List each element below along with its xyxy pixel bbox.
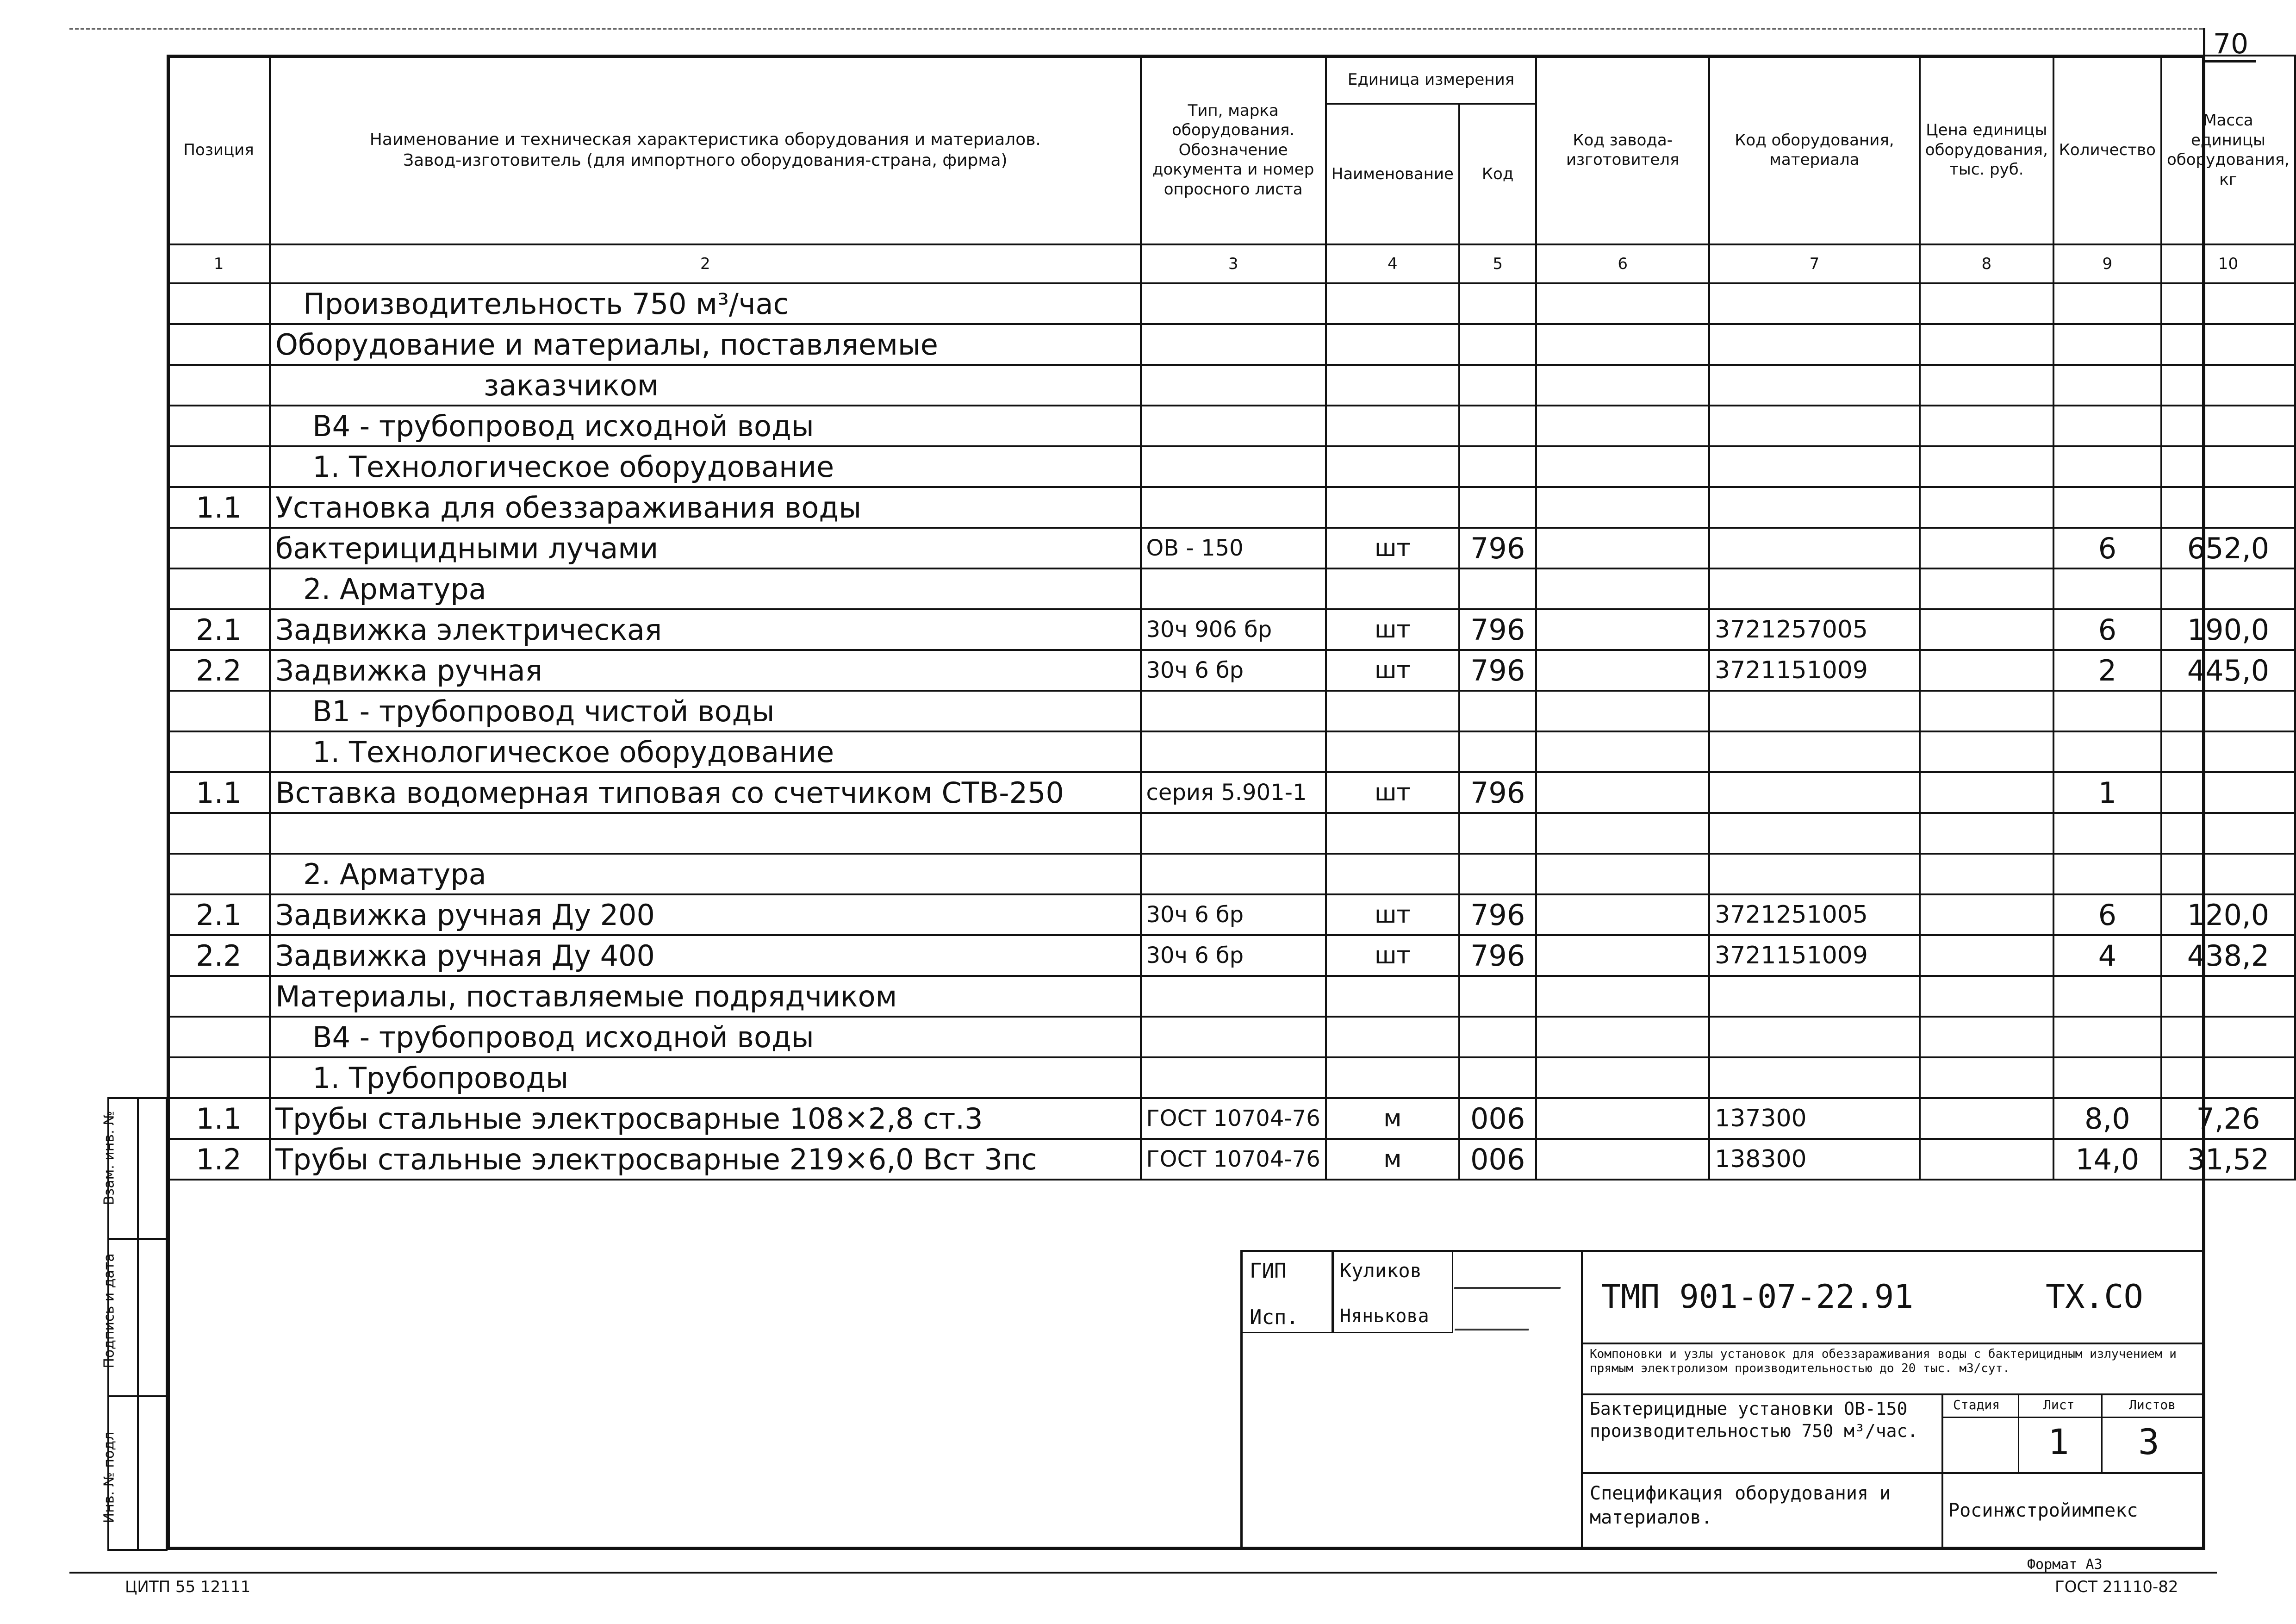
row-unit-code xyxy=(1459,731,1536,772)
row-unit-name xyxy=(1326,813,1459,854)
column-number: 9 xyxy=(2053,244,2161,283)
sheet-value: 1 xyxy=(2048,1421,2069,1462)
column-number: 8 xyxy=(1920,244,2053,283)
header-name-line2: Завод-изготовитель (для импортного оборудования-страна, фирма) xyxy=(403,151,1008,170)
column-number: 7 xyxy=(1709,244,1920,283)
row-quantity xyxy=(2053,731,2161,772)
table-row xyxy=(168,283,2295,324)
row-price xyxy=(1920,283,2053,324)
row-equip-code xyxy=(1709,854,1920,894)
row-type: 30ч 6 бр xyxy=(1141,935,1326,976)
row-equip-code xyxy=(1709,365,1920,406)
specification-rows xyxy=(168,283,2295,1180)
row-mass: 7,26 xyxy=(2161,1098,2295,1139)
row-unit-name xyxy=(1326,406,1459,446)
row-price xyxy=(1920,894,2053,935)
table-row xyxy=(168,609,2295,650)
row-price xyxy=(1920,609,2053,650)
row-price xyxy=(1920,1139,2053,1180)
row-equip-code: 138300 xyxy=(1709,1139,1920,1180)
side-label-sign-date: Подпись и дата xyxy=(101,1253,118,1368)
row-type xyxy=(1141,976,1326,1017)
row-unit-code xyxy=(1459,813,1536,854)
title-block xyxy=(1240,1250,2205,1573)
sheet-number: 70 xyxy=(2203,28,2256,62)
table-row xyxy=(168,1139,2295,1180)
row-type xyxy=(1141,731,1326,772)
row-quantity xyxy=(2053,976,2161,1017)
row-mass: 31,52 xyxy=(2161,1139,2295,1180)
row-position: 1.1 xyxy=(168,1098,270,1139)
row-name: Задвижка ручная Ду 400 xyxy=(270,935,1140,976)
row-name: Производительность 750 м³/час xyxy=(270,283,1140,324)
row-unit-code xyxy=(1459,406,1536,446)
row-quantity: 6 xyxy=(2053,894,2161,935)
row-name: 2. Арматура xyxy=(270,854,1140,894)
row-equip-code xyxy=(1709,406,1920,446)
row-position xyxy=(168,1057,270,1098)
row-unit-name xyxy=(1326,976,1459,1017)
row-position: 2.1 xyxy=(168,894,270,935)
row-name: В1 - трубопровод чистой воды xyxy=(270,691,1140,731)
table-row xyxy=(168,731,2295,772)
row-type xyxy=(1141,1017,1326,1057)
name-gip: Куликов xyxy=(1340,1259,1422,1282)
row-price xyxy=(1920,528,2053,568)
table-row xyxy=(168,568,2295,609)
column-number: 6 xyxy=(1536,244,1709,283)
row-name: Материалы, поставляемые подрядчиком xyxy=(270,976,1140,1017)
row-unit-code: 796 xyxy=(1459,650,1536,691)
row-type xyxy=(1141,487,1326,528)
row-unit-code xyxy=(1459,976,1536,1017)
row-name: 1. Технологическое оборудование xyxy=(270,446,1140,487)
row-type xyxy=(1141,365,1326,406)
row-mass xyxy=(2161,487,2295,528)
row-quantity xyxy=(2053,487,2161,528)
row-name: заказчиком xyxy=(270,365,1140,406)
row-mass xyxy=(2161,854,2295,894)
signature-mark xyxy=(1455,1305,1535,1330)
table-row xyxy=(168,976,2295,1017)
table-row xyxy=(168,935,2295,976)
row-factory-code xyxy=(1536,1057,1709,1098)
column-number: 4 xyxy=(1326,244,1459,283)
document-code: ТМП 901-07-22.91 xyxy=(1601,1278,1914,1316)
row-unit-code xyxy=(1459,324,1536,365)
row-unit-name: м xyxy=(1326,1139,1459,1180)
sheet-title: Бактерицидные установки ОВ-150 производительностью 750 м³/час. xyxy=(1590,1399,1918,1441)
header-row xyxy=(168,56,2295,104)
row-factory-code xyxy=(1536,1017,1709,1057)
row-equip-code xyxy=(1709,1057,1920,1098)
row-price xyxy=(1920,650,2053,691)
row-position xyxy=(168,365,270,406)
organization: Росинжстройимпекс xyxy=(1948,1500,2138,1521)
row-name: 1. Трубопроводы xyxy=(270,1057,1140,1098)
row-quantity xyxy=(2053,691,2161,731)
row-quantity: 14,0 xyxy=(2053,1139,2161,1180)
header-price: Цена единицы оборудования, тыс. руб. xyxy=(1920,56,2053,244)
table-row xyxy=(168,1017,2295,1057)
row-unit-code xyxy=(1459,487,1536,528)
row-mass xyxy=(2161,772,2295,813)
sheets-label: Листов xyxy=(2129,1397,2176,1412)
row-mass: 652,0 xyxy=(2161,528,2295,568)
row-name: Вставка водомерная типовая со счетчиком СТВ-250 xyxy=(270,772,1140,813)
row-unit-name xyxy=(1326,731,1459,772)
row-unit-code xyxy=(1459,446,1536,487)
table-row xyxy=(168,813,2295,854)
row-quantity xyxy=(2053,406,2161,446)
row-equip-code xyxy=(1709,324,1920,365)
row-name: Трубы стальные электросварные 108×2,8 ст.3 xyxy=(270,1098,1140,1139)
row-mass xyxy=(2161,1017,2295,1057)
row-mass xyxy=(2161,406,2295,446)
table-row xyxy=(168,650,2295,691)
role-gip: ГИП xyxy=(1250,1259,1287,1283)
table-row xyxy=(168,324,2295,365)
header-unit-name: Наименование xyxy=(1326,104,1459,244)
row-type xyxy=(1141,283,1326,324)
row-price xyxy=(1920,1017,2053,1057)
row-mass: 120,0 xyxy=(2161,894,2295,935)
header-factory-code: Код завода-изготовителя xyxy=(1536,56,1709,244)
row-type xyxy=(1141,813,1326,854)
side-label-inv-original: Инв. № подл xyxy=(101,1431,118,1524)
row-type xyxy=(1141,1057,1326,1098)
row-name: Задвижка ручная Ду 200 xyxy=(270,894,1140,935)
row-quantity: 6 xyxy=(2053,609,2161,650)
row-factory-code xyxy=(1536,935,1709,976)
row-factory-code xyxy=(1536,772,1709,813)
row-unit-code xyxy=(1459,568,1536,609)
row-position: 1.1 xyxy=(168,487,270,528)
row-quantity xyxy=(2053,1057,2161,1098)
row-type xyxy=(1141,854,1326,894)
row-type xyxy=(1141,691,1326,731)
row-equip-code xyxy=(1709,528,1920,568)
row-position xyxy=(168,568,270,609)
row-position xyxy=(168,446,270,487)
row-type: ГОСТ 10704-76 xyxy=(1141,1139,1326,1180)
row-unit-name xyxy=(1326,1017,1459,1057)
column-number: 5 xyxy=(1459,244,1536,283)
row-factory-code xyxy=(1536,568,1709,609)
row-type: ГОСТ 10704-76 xyxy=(1141,1098,1326,1139)
column-number: 10 xyxy=(2161,244,2295,283)
row-factory-code xyxy=(1536,406,1709,446)
row-quantity xyxy=(2053,813,2161,854)
row-price xyxy=(1920,691,2053,731)
row-factory-code xyxy=(1536,650,1709,691)
row-name: Задвижка ручная xyxy=(270,650,1140,691)
row-unit-name xyxy=(1326,324,1459,365)
row-position xyxy=(168,691,270,731)
table-row xyxy=(168,1098,2295,1139)
row-position xyxy=(168,406,270,446)
document-title: Спецификация оборудования и материалов. xyxy=(1590,1483,1891,1528)
row-equip-code: 3721257005 xyxy=(1709,609,1920,650)
row-unit-code: 796 xyxy=(1459,528,1536,568)
row-equip-code xyxy=(1709,1017,1920,1057)
row-unit-name: шт xyxy=(1326,772,1459,813)
row-price xyxy=(1920,854,2053,894)
project-title: Компоновки и узлы установок для обеззараживания воды с бактерицидным излучением и прямым электролизом производительностью до 20 тыс. м3/сут. xyxy=(1590,1347,2177,1376)
row-price xyxy=(1920,487,2053,528)
header-equip-code: Код оборудования, материала xyxy=(1709,56,1920,244)
row-equip-code xyxy=(1709,976,1920,1017)
row-price xyxy=(1920,365,2053,406)
row-equip-code xyxy=(1709,487,1920,528)
row-price xyxy=(1920,731,2053,772)
signature-mark xyxy=(1454,1259,1568,1289)
row-name: Трубы стальные электросварные 219×6,0 Вст 3пс xyxy=(270,1139,1140,1180)
row-position: 2.1 xyxy=(168,609,270,650)
format-label: Формат А3 xyxy=(2027,1556,2103,1573)
row-price xyxy=(1920,976,2053,1017)
row-unit-name xyxy=(1326,1057,1459,1098)
row-unit-name xyxy=(1326,283,1459,324)
row-equip-code: 3721151009 xyxy=(1709,650,1920,691)
row-factory-code xyxy=(1536,446,1709,487)
row-quantity xyxy=(2053,446,2161,487)
row-mass xyxy=(2161,976,2295,1017)
row-quantity xyxy=(2053,568,2161,609)
header-name-line1: Наименование и техническая характеристика оборудования и материалов. xyxy=(369,130,1041,149)
row-mass: 445,0 xyxy=(2161,650,2295,691)
row-unit-name: шт xyxy=(1326,935,1459,976)
row-position xyxy=(168,854,270,894)
row-unit-code: 796 xyxy=(1459,772,1536,813)
row-position xyxy=(168,976,270,1017)
footer-left: ЦИТП 55 12111 xyxy=(125,1578,251,1596)
row-unit-name xyxy=(1326,568,1459,609)
specification-table xyxy=(167,55,2296,1181)
row-equip-code xyxy=(1709,446,1920,487)
row-position: 2.2 xyxy=(168,935,270,976)
row-unit-name xyxy=(1326,487,1459,528)
header-position: Позиция xyxy=(168,56,270,244)
row-equip-code: 137300 xyxy=(1709,1098,1920,1139)
row-factory-code xyxy=(1536,283,1709,324)
row-factory-code xyxy=(1536,813,1709,854)
row-position: 2.2 xyxy=(168,650,270,691)
row-position: 1.1 xyxy=(168,772,270,813)
row-quantity: 6 xyxy=(2053,528,2161,568)
row-factory-code xyxy=(1536,1139,1709,1180)
row-position xyxy=(168,283,270,324)
table-row xyxy=(168,1057,2295,1098)
row-mass: 190,0 xyxy=(2161,609,2295,650)
row-type xyxy=(1141,324,1326,365)
row-price xyxy=(1920,813,2053,854)
row-equip-code xyxy=(1709,568,1920,609)
table-row xyxy=(168,854,2295,894)
row-unit-code: 796 xyxy=(1459,894,1536,935)
sheet-label: Лист xyxy=(2043,1397,2075,1412)
table-row xyxy=(168,691,2295,731)
header-quantity: Количество xyxy=(2053,56,2161,244)
header-unit-code: Код xyxy=(1459,104,1536,244)
row-name: 2. Арматура xyxy=(270,568,1140,609)
row-mass xyxy=(2161,1057,2295,1098)
row-position: 1.2 xyxy=(168,1139,270,1180)
row-name: Задвижка электрическая xyxy=(270,609,1140,650)
row-name: В4 - трубопровод исходной воды xyxy=(270,1017,1140,1057)
row-type xyxy=(1141,446,1326,487)
row-mass xyxy=(2161,813,2295,854)
row-mass xyxy=(2161,568,2295,609)
row-factory-code xyxy=(1536,731,1709,772)
header-mass: Масса единицы оборудования, кг xyxy=(2161,56,2295,244)
approval-side-strip xyxy=(101,1097,168,1551)
row-price xyxy=(1920,568,2053,609)
row-name xyxy=(270,813,1140,854)
sheets-value: 3 xyxy=(2138,1421,2159,1462)
header-name xyxy=(270,56,1140,244)
row-unit-code xyxy=(1459,1057,1536,1098)
row-mass xyxy=(2161,365,2295,406)
row-unit-name xyxy=(1326,446,1459,487)
row-name: 1. Технологическое оборудование xyxy=(270,731,1140,772)
row-unit-name xyxy=(1326,365,1459,406)
row-factory-code xyxy=(1536,976,1709,1017)
row-unit-code xyxy=(1459,854,1536,894)
column-number: 2 xyxy=(270,244,1140,283)
row-mass xyxy=(2161,324,2295,365)
row-name: Установка для обеззараживания воды xyxy=(270,487,1140,528)
row-price xyxy=(1920,935,2053,976)
column-number-row xyxy=(168,244,2295,283)
row-factory-code xyxy=(1536,609,1709,650)
row-name: Оборудование и материалы, поставляемые xyxy=(270,324,1140,365)
row-unit-name: м xyxy=(1326,1098,1459,1139)
row-unit-code xyxy=(1459,365,1536,406)
row-equip-code: 3721251005 xyxy=(1709,894,1920,935)
row-type xyxy=(1141,406,1326,446)
row-equip-code xyxy=(1709,283,1920,324)
row-quantity: 4 xyxy=(2053,935,2161,976)
row-factory-code xyxy=(1536,528,1709,568)
table-row xyxy=(168,446,2295,487)
row-factory-code xyxy=(1536,487,1709,528)
row-unit-code xyxy=(1459,691,1536,731)
row-type: серия 5.901-1 xyxy=(1141,772,1326,813)
row-unit-name: шт xyxy=(1326,650,1459,691)
row-type: 30ч 6 бр xyxy=(1141,650,1326,691)
row-quantity xyxy=(2053,365,2161,406)
row-position xyxy=(168,813,270,854)
row-equip-code xyxy=(1709,772,1920,813)
row-unit-code: 796 xyxy=(1459,935,1536,976)
row-unit-name: шт xyxy=(1326,894,1459,935)
row-unit-name: шт xyxy=(1326,609,1459,650)
row-factory-code xyxy=(1536,854,1709,894)
row-factory-code xyxy=(1536,365,1709,406)
row-mass xyxy=(2161,283,2295,324)
row-type xyxy=(1141,568,1326,609)
row-price xyxy=(1920,772,2053,813)
row-quantity xyxy=(2053,854,2161,894)
row-equip-code xyxy=(1709,813,1920,854)
row-price xyxy=(1920,1098,2053,1139)
row-unit-name xyxy=(1326,691,1459,731)
role-executor: Исп. xyxy=(1250,1305,1299,1329)
row-unit-name: шт xyxy=(1326,528,1459,568)
table-row xyxy=(168,772,2295,813)
stage-label: Стадия xyxy=(1953,1397,2000,1412)
row-price xyxy=(1920,1057,2053,1098)
row-unit-code xyxy=(1459,1017,1536,1057)
row-mass: 438,2 xyxy=(2161,935,2295,976)
row-type: ОВ - 150 xyxy=(1141,528,1326,568)
row-unit-code: 796 xyxy=(1459,609,1536,650)
row-mass xyxy=(2161,446,2295,487)
row-position xyxy=(168,528,270,568)
row-price xyxy=(1920,324,2053,365)
row-price xyxy=(1920,446,2053,487)
row-quantity xyxy=(2053,283,2161,324)
column-number: 3 xyxy=(1141,244,1326,283)
row-equip-code xyxy=(1709,691,1920,731)
footer-right: ГОСТ 21110-82 xyxy=(2055,1578,2178,1596)
row-position xyxy=(168,1017,270,1057)
row-mass xyxy=(2161,731,2295,772)
row-unit-code: 006 xyxy=(1459,1098,1536,1139)
row-factory-code xyxy=(1536,1098,1709,1139)
top-rule xyxy=(69,28,2203,30)
row-type: 30ч 906 бр xyxy=(1141,609,1326,650)
row-equip-code: 3721151009 xyxy=(1709,935,1920,976)
table-row xyxy=(168,406,2295,446)
row-factory-code xyxy=(1536,691,1709,731)
table-row xyxy=(168,487,2295,528)
name-executor: Няньковa xyxy=(1340,1305,1429,1327)
row-price xyxy=(1920,406,2053,446)
row-quantity: 2 xyxy=(2053,650,2161,691)
table-row xyxy=(168,894,2295,935)
side-label-inv-replacement: Взам. инв. № xyxy=(101,1111,118,1206)
row-position xyxy=(168,731,270,772)
header-unit-group: Единица измерения xyxy=(1326,56,1537,104)
bottom-rule xyxy=(69,1572,2217,1574)
table-row xyxy=(168,365,2295,406)
row-position xyxy=(168,324,270,365)
column-number: 1 xyxy=(168,244,270,283)
document-suffix: ТХ.СО xyxy=(2046,1278,2143,1316)
row-quantity xyxy=(2053,1017,2161,1057)
row-name: бактерицидными лучами xyxy=(270,528,1140,568)
row-factory-code xyxy=(1536,894,1709,935)
header-type: Тип, марка оборудования. Обозначение документа и номер опросного листа xyxy=(1141,56,1326,244)
row-quantity xyxy=(2053,324,2161,365)
row-name: В4 - трубопровод исходной воды xyxy=(270,406,1140,446)
row-quantity: 8,0 xyxy=(2053,1098,2161,1139)
row-type: 30ч 6 бр xyxy=(1141,894,1326,935)
row-unit-name xyxy=(1326,854,1459,894)
row-quantity: 1 xyxy=(2053,772,2161,813)
row-unit-code xyxy=(1459,283,1536,324)
table-row xyxy=(168,528,2295,568)
row-mass xyxy=(2161,691,2295,731)
row-equip-code xyxy=(1709,731,1920,772)
row-unit-code: 006 xyxy=(1459,1139,1536,1180)
row-factory-code xyxy=(1536,324,1709,365)
